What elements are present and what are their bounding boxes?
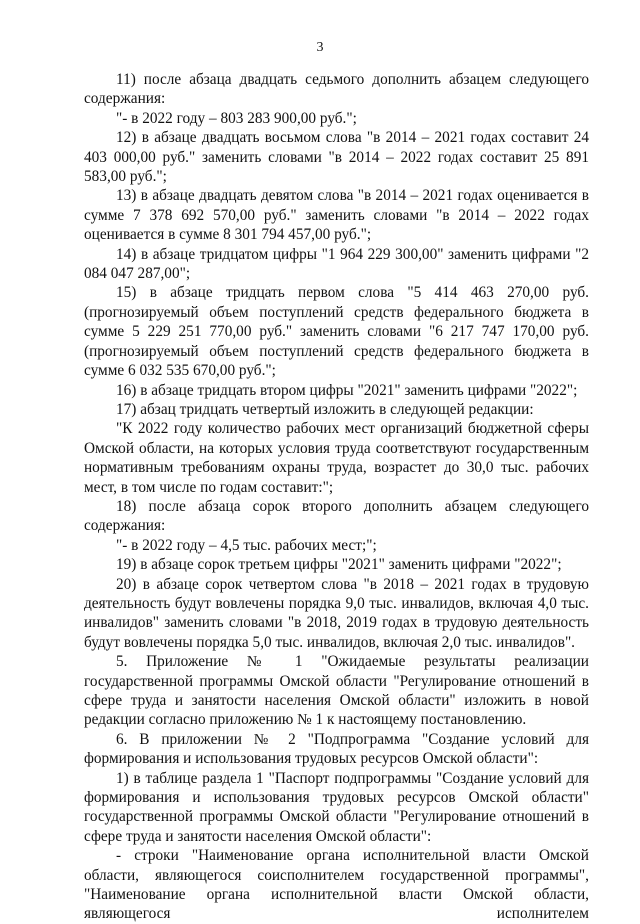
paragraph: 16) в абзаце тридцать втором цифры "2021" заменить цифрами "2022"; [116,381,578,399]
paragraph: 17) абзац тридцать четвертый изложить в следующей редакции: [116,400,534,418]
paragraph: "- в 2022 году – 4,5 тыс. рабочих мест;"; [116,536,377,554]
paragraph: 18) после абзаца сорок второго дополнить абзацем следующего содержания: [84,497,589,535]
paragraph: 20) в абзаце сорок четвертом слова "в 2018 – 2021 годах в трудовую деятельность будут вовлечены порядка 9,0 тыс. инвалидов, включая 4,0 тыс. инвалидов" заменить словами "в 2018, 2019 годах в трудовую деятельность будут вовлечены порядка 5,0 тыс. инвалидов, включая 2,0 тыс. инвалидов". [84,575,589,651]
paragraph: 5. Приложение № 1 "Ожидаемые результаты реализации государственной программы Омской области "Регулирование отношений в сфере труда и занятости населения Омской области" изложить в новой редакции согласно приложению № 1 к настоящему постановлению. [84,653,589,729]
paragraph: 1) в таблице раздела 1 "Паспорт подпрограммы "Создание условий для формирования и использования трудовых ресурсов Омской области" государственной программы Омской области "Регулирование отношений в сфере труда и занятости населения Омской области": [84,769,589,845]
paragraph: 19) в абзаце сорок третьем цифры "2021" заменить цифрами "2022"; [116,556,562,574]
paragraph: 13) в абзаце двадцать девятом слова "в 2014 – 2021 годах оценивается в сумме 7 378 692 570,00 руб." заменить словами "в 2014 – 2022 годах оценивается в сумме 8 301 794 457,00 руб."; [84,187,589,244]
paragraph: - строки "Наименование органа исполнительной власти Омской области, являющегося соисполнителем государственной программы", "Наименование органа исполнительной власти Омской области, являющегося исполнителем [84,847,589,923]
paragraph: 15) в абзаце тридцать первом слова "5 414 463 270,00 руб. (прогнозируемый объем поступлений средств федерального бюджета в сумме 5 229 251 770,00 руб." заменить словами "6 217 747 170,00 руб. (прогнозируемый объем поступлений средств федерального бюджета в сумме 6 032 535 670,00 руб."; [84,284,589,380]
paragraph: "К 2022 году количество рабочих мест организаций бюджетной сферы Омской области, на которых условия труда соответствуют государственным нормативным требованиям охраны труда, возрастет до 30,0 тыс. рабочих мест, в том числе по годам составит:"; [84,420,589,496]
document-body [84,70,589,924]
paragraph: 12) в абзаце двадцать восьмом слова "в 2014 – 2021 годах составит 24 403 000,00 руб." заменить словами "в 2014 – 2022 годах составит 25 891 583,00 руб."; [84,129,589,186]
page-number: 3 [316,40,324,55]
paragraph: 14) в абзаце тридцатом цифры "1 964 229 300,00" заменить цифрами "2 084 047 287,00"; [84,245,589,283]
paragraph: 11) после абзаца двадцать седьмого дополнить абзацем следующего содержания: [84,71,589,108]
paragraph: 6. В приложении № 2 "Подпрограмма "Создание условий для формирования и использования трудовых ресурсов Омской области": [84,730,589,768]
paragraph: "- в 2022 году – 803 283 900,00 руб."; [116,109,357,127]
